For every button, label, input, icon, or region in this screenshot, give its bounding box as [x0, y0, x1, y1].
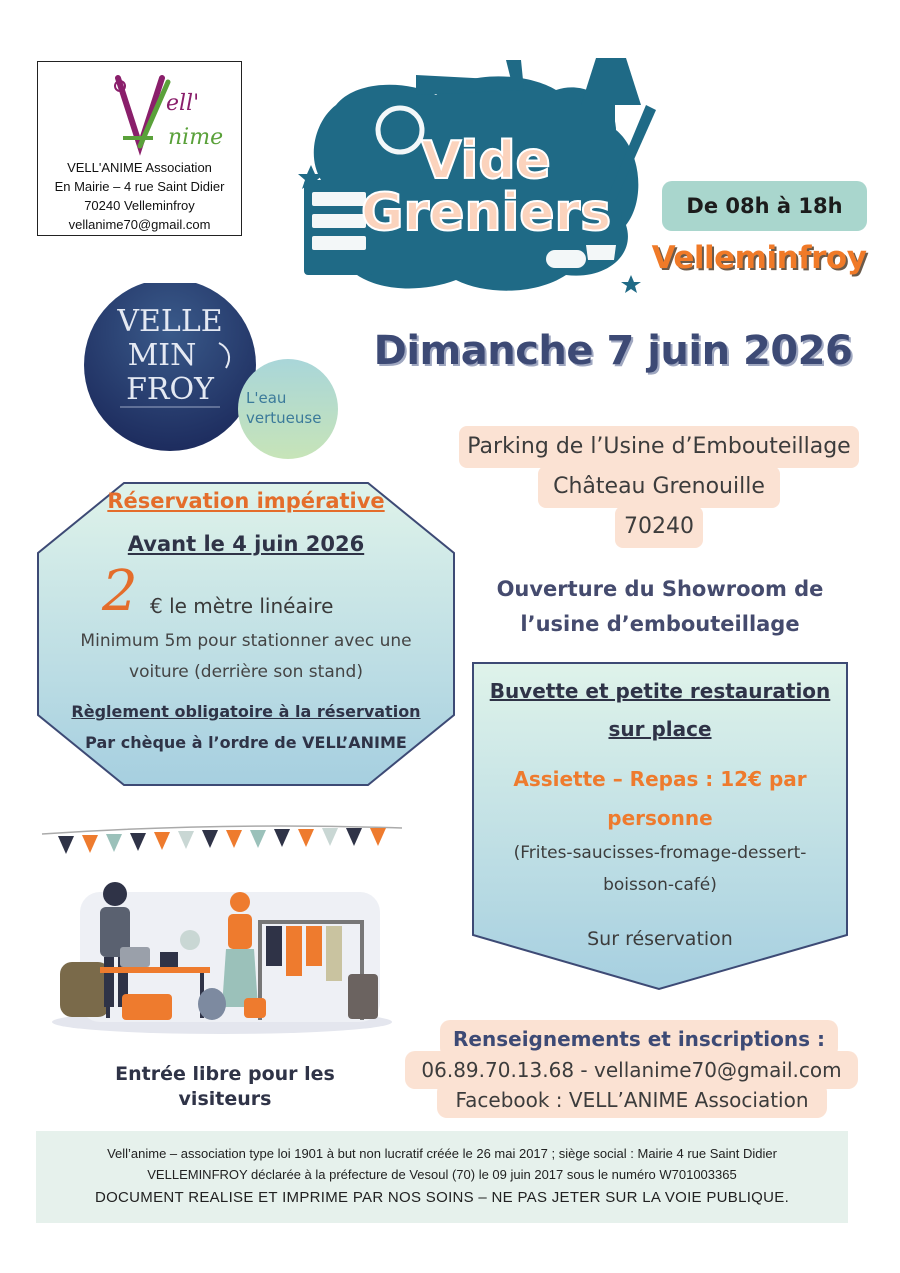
- showroom-line-1: Ouverture du Showroom de: [496, 577, 824, 601]
- velleminfroy-logo: [84, 283, 344, 463]
- meal-detail-line-1: (Frites-saucisses-fromage-dessert-: [513, 843, 807, 863]
- contact-title: Renseignements et inscriptions :: [440, 1020, 838, 1058]
- logo-froy: FROY: [126, 372, 214, 407]
- svg-text:ell': ell': [166, 91, 200, 116]
- association-city: 70240 Velleminfroy: [84, 198, 195, 213]
- event-date: Dimanche 7 juin 2026: [373, 328, 853, 374]
- logo-min: MIN: [127, 338, 197, 373]
- minimum-line-2: voiture (derrière son stand): [129, 662, 363, 682]
- association-address: [38, 158, 241, 234]
- vellanime-logo: [98, 68, 238, 158]
- free-entry-notice: [90, 1062, 360, 1112]
- contact-facebook[interactable]: Facebook : VELL’ANIME Association: [437, 1082, 827, 1118]
- contact-phone-email[interactable]: 06.89.70.13.68 - vellanime70@gmail.com: [405, 1051, 858, 1089]
- logo-tagline-2: vertueuse: [246, 409, 322, 427]
- meal-price-line-1: Assiette – Repas : 12€ par: [513, 767, 807, 791]
- association-logo-box: [37, 61, 242, 236]
- footer-legal-text: [36, 1143, 848, 1185]
- svg-text:nime: nime: [168, 125, 224, 150]
- free-entry-line-1: Entrée libre pour les: [115, 1063, 335, 1085]
- payment-cheque: Par chèque à l’ordre de VELL’ANIME: [85, 733, 407, 752]
- reservation-minimum: [36, 626, 456, 688]
- location-line-1: Parking de l’Usine d’Embouteillage: [459, 426, 859, 468]
- legal-footer: [36, 1131, 848, 1223]
- minimum-line-1: Minimum 5m pour stationner avec une: [80, 631, 412, 651]
- meal-detail-line-2: boisson-café): [603, 875, 717, 895]
- hours-badge: De 08h à 18h: [662, 181, 867, 231]
- footer-disclaimer: DOCUMENT REALISE ET IMPRIME PAR NOS SOINS – NE PAS JETER SUR LA VOIE PUBLIQUE.: [94, 1189, 790, 1206]
- footer-line-2: VELLEMINFROY déclarée à la préfecture de Vesoul (70) le 09 juin 2017 sous le numéro W701003365: [147, 1167, 737, 1182]
- meal-price-line-2: personne: [607, 806, 713, 830]
- payment-rule: Règlement obligatoire à la réservation: [71, 702, 421, 721]
- reservation-deadline: Avant le 4 juin 2026: [127, 532, 365, 556]
- showroom-notice: [448, 572, 872, 642]
- logo-tagline-1: L'eau: [246, 389, 287, 407]
- footer-line-1: Vell’anime – association type loi 1901 à but non lucratif créée le 26 mai 2017 ; siège social : Mairie 4 rue Saint Didier: [107, 1146, 777, 1161]
- buvette-title: [471, 672, 849, 748]
- reservation-title: Réservation impérative: [107, 489, 385, 513]
- price-unit: € le mètre linéaire: [150, 594, 334, 618]
- town-title: Velleminfroy: [651, 240, 867, 276]
- buvette-title-line-1: Buvette et petite restauration: [489, 679, 831, 703]
- meal-detail: [471, 837, 849, 901]
- logo-velle: VELLE: [117, 304, 223, 339]
- association-name: VELL'ANIME Association: [67, 160, 212, 175]
- free-entry-line-2: visiteurs: [178, 1088, 272, 1110]
- meal-booking: Sur réservation: [587, 928, 733, 950]
- vide-greniers-illustration: [296, 50, 676, 302]
- greniers-word: Greniers: [360, 183, 612, 243]
- association-street: En Mairie – 4 rue Saint Didier: [54, 179, 225, 194]
- association-email[interactable]: vellanime70@gmail.com: [68, 217, 211, 232]
- vide-word: Vide: [421, 131, 551, 191]
- price-value: 2: [102, 559, 138, 624]
- buvette-title-line-2: sur place: [608, 717, 712, 741]
- flea-market-illustration: [40, 822, 405, 1040]
- location-line-3: 70240: [615, 506, 703, 548]
- showroom-line-2: l’usine d’embouteillage: [520, 612, 800, 636]
- location-line-2: Château Grenouille: [538, 466, 780, 508]
- meal-price: [471, 760, 849, 838]
